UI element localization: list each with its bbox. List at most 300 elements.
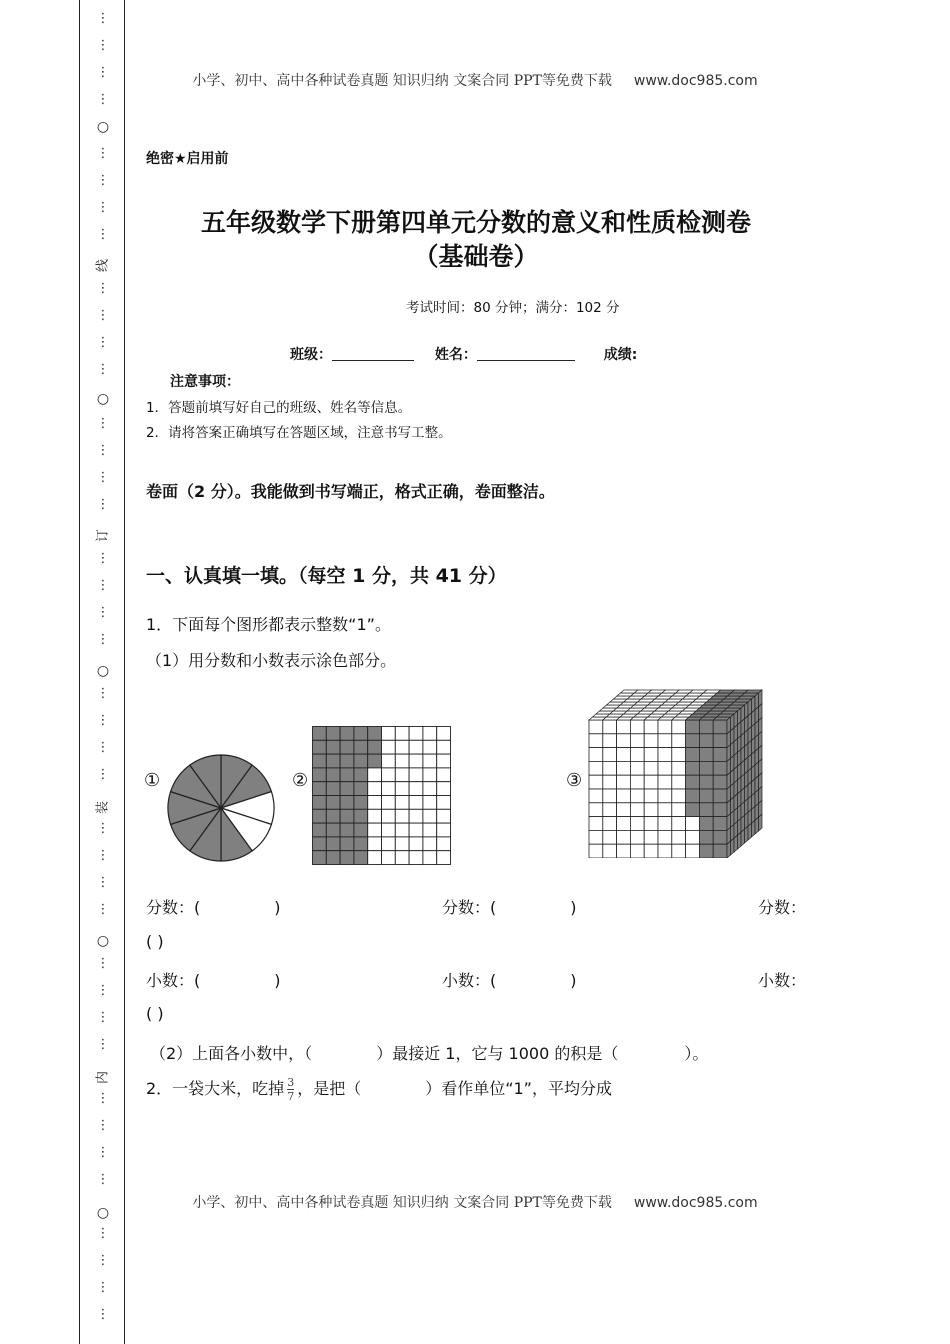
grid-cell bbox=[326, 823, 340, 837]
cube-front-cell bbox=[713, 761, 727, 775]
cube-front-cell bbox=[589, 734, 603, 748]
binding-dots: ⋮ bbox=[96, 605, 110, 620]
grid-cell bbox=[326, 851, 340, 865]
cube-front-cell bbox=[644, 775, 658, 789]
grid-cell bbox=[395, 768, 409, 782]
cube-front-cell bbox=[617, 734, 631, 748]
cube-front-cell bbox=[603, 830, 617, 844]
cube-front-cell bbox=[630, 720, 644, 734]
cube-side-cell bbox=[727, 841, 731, 858]
grid-cell bbox=[313, 851, 327, 865]
cube-front-cell bbox=[589, 844, 603, 858]
cube-front-cell bbox=[713, 789, 727, 803]
binding-dots: ⋮ bbox=[96, 1091, 110, 1106]
binding-dots: ⋮ bbox=[96, 821, 110, 836]
cube-front-cell bbox=[630, 817, 644, 831]
grid-cell bbox=[437, 768, 451, 782]
cube-front-cell bbox=[603, 789, 617, 803]
cube-front-cell bbox=[617, 789, 631, 803]
grid-cell bbox=[340, 851, 354, 865]
binding-dots: ⋮ bbox=[96, 335, 110, 350]
grid-cell bbox=[437, 740, 451, 754]
grid-cell bbox=[313, 837, 327, 851]
exam-subtitle: （基础卷） bbox=[413, 242, 539, 271]
grid-cell bbox=[326, 796, 340, 810]
binding-dots: ⋮ bbox=[96, 902, 110, 917]
notice-item: 2．请将答案正确填写在答题区域，注意书写工整。 bbox=[146, 425, 452, 441]
question-1-1: （1）用分数和小数表示涂色部分。 bbox=[146, 651, 397, 670]
cube-front-cell bbox=[699, 748, 713, 762]
cube-front-cell bbox=[699, 844, 713, 858]
binding-dots: ⋮ bbox=[96, 632, 110, 647]
cube-front-cell bbox=[699, 789, 713, 803]
grid-cell bbox=[382, 740, 396, 754]
cube-front-cell bbox=[672, 844, 686, 858]
cube-front-cell bbox=[686, 817, 700, 831]
header-url: www.doc985.com bbox=[633, 73, 758, 89]
cube-front-cell bbox=[630, 748, 644, 762]
cube-front-cell bbox=[699, 734, 713, 748]
question-2: 2．一袋大米，吃掉 $\frac{3}{7}$ ，是把（ ）看作单位“1”，平均分成 bbox=[146, 1076, 612, 1103]
cube-front-cell bbox=[686, 789, 700, 803]
secret-label: 绝密★启用前 bbox=[146, 151, 229, 167]
cube-front-cell bbox=[603, 734, 617, 748]
binding-dots: ⋮ bbox=[96, 200, 110, 215]
shaded-cube-figure bbox=[588, 686, 770, 858]
grid-cell bbox=[423, 837, 437, 851]
cube-front-cell bbox=[644, 789, 658, 803]
grid-cell bbox=[382, 782, 396, 796]
cube-front-cell bbox=[658, 748, 672, 762]
grid-cell bbox=[368, 768, 382, 782]
cube-side-cell bbox=[752, 820, 756, 837]
grid-cell bbox=[382, 809, 396, 823]
cube-front-cell bbox=[672, 748, 686, 762]
decimal-answer-1[interactable]: 小数：( ) bbox=[146, 971, 281, 990]
grid-cell bbox=[313, 796, 327, 810]
cube-side-cell bbox=[731, 838, 735, 855]
cube-front-cell bbox=[686, 761, 700, 775]
grid-cell bbox=[409, 796, 423, 810]
grid-cell bbox=[354, 782, 368, 796]
binding-dots: ⋮ bbox=[96, 470, 110, 485]
binding-circle: ○ bbox=[96, 391, 110, 407]
grid-cell bbox=[409, 740, 423, 754]
binding-dots: ⋮ bbox=[96, 227, 110, 242]
cube-front-cell bbox=[699, 830, 713, 844]
binding-dots: ⋮ bbox=[96, 848, 110, 863]
question-1-2: （2）上面各小数中，（ ）最接近 1，它与 1000 的积是（ ）。 bbox=[150, 1044, 709, 1063]
cube-front-cell bbox=[603, 817, 617, 831]
grid-cell bbox=[340, 796, 354, 810]
cube-front-cell bbox=[699, 775, 713, 789]
cube-front-cell bbox=[603, 775, 617, 789]
fraction-answer-2[interactable]: 分数：( ) bbox=[442, 898, 577, 917]
notice-item: 1．答题前填写好自己的班级、姓名等信息。 bbox=[146, 400, 412, 416]
class-field[interactable] bbox=[332, 346, 414, 361]
neatness-note: 卷面（2 分）。我能做到书写端正，格式正确，卷面整洁。 bbox=[146, 482, 555, 501]
binding-dots: ⋮ bbox=[96, 1010, 110, 1025]
grid-cell bbox=[368, 727, 382, 741]
grid-cell bbox=[409, 851, 423, 865]
binding-dots: ⋮ bbox=[96, 1172, 110, 1187]
grid-cell bbox=[313, 823, 327, 837]
grid-cell bbox=[313, 809, 327, 823]
cube-front-cell bbox=[713, 830, 727, 844]
grid-cell bbox=[395, 837, 409, 851]
binding-dots: ⋮ bbox=[96, 65, 110, 80]
binding-dots: ⋮ bbox=[96, 11, 110, 26]
cube-front-cell bbox=[589, 775, 603, 789]
grid-cell bbox=[326, 837, 340, 851]
grid-cell bbox=[340, 754, 354, 768]
cube-front-cell bbox=[589, 720, 603, 734]
cube-front-cell bbox=[644, 830, 658, 844]
grid-cell bbox=[437, 796, 451, 810]
grid-cell bbox=[313, 782, 327, 796]
cube-front-cell bbox=[589, 803, 603, 817]
grid-cell bbox=[437, 823, 451, 837]
cube-front-cell bbox=[699, 817, 713, 831]
cube-front-cell bbox=[658, 817, 672, 831]
cube-front-cell bbox=[686, 803, 700, 817]
cube-front-cell bbox=[630, 761, 644, 775]
grid-cell bbox=[354, 796, 368, 810]
binding-dots: ⋮ bbox=[96, 92, 110, 107]
fraction-answer-3-label: 分数： bbox=[758, 898, 807, 917]
binding-char: 订 bbox=[95, 529, 111, 543]
cube-side-cell bbox=[734, 835, 738, 852]
cube-front-cell bbox=[644, 817, 658, 831]
grid-cell bbox=[395, 740, 409, 754]
grid-cell bbox=[409, 823, 423, 837]
cube-front-cell bbox=[644, 748, 658, 762]
cube-front-cell bbox=[672, 734, 686, 748]
page-header bbox=[0, 70, 950, 90]
binding-dots: ⋮ bbox=[96, 281, 110, 296]
grid-cell bbox=[395, 851, 409, 865]
cube-front-cell bbox=[603, 748, 617, 762]
cube-front-cell bbox=[713, 775, 727, 789]
grid-cell bbox=[354, 851, 368, 865]
binding-circle: ○ bbox=[96, 1205, 110, 1221]
cube-front-cell bbox=[644, 803, 658, 817]
cube-front-cell bbox=[658, 789, 672, 803]
footer-text: 小学、初中、高中各种试卷真题 知识归纳 文案合同 PPT等免费下载 bbox=[192, 1195, 612, 1211]
binding-dots: ⋮ bbox=[96, 551, 110, 566]
cube-front-cell bbox=[603, 761, 617, 775]
grid-cell bbox=[423, 851, 437, 865]
grid-cell bbox=[368, 740, 382, 754]
cube-front-cell bbox=[699, 803, 713, 817]
binding-dots: ⋮ bbox=[96, 956, 110, 971]
cube-front-cell bbox=[672, 789, 686, 803]
name-label: 姓名： bbox=[434, 347, 477, 363]
cube-front-cell bbox=[589, 761, 603, 775]
grid-cell bbox=[340, 768, 354, 782]
binding-char: 装 bbox=[95, 801, 111, 815]
binding-dots: ⋮ bbox=[96, 416, 110, 431]
cube-front-cell bbox=[589, 748, 603, 762]
cube-front-cell bbox=[617, 830, 631, 844]
cube-front-cell bbox=[686, 734, 700, 748]
exam-title: 五年级数学下册第四单元分数的意义和性质检测卷 bbox=[200, 208, 751, 237]
cube-side-cell bbox=[741, 829, 745, 846]
grid-cell bbox=[368, 796, 382, 810]
cube-front-cell bbox=[672, 830, 686, 844]
binding-dots: ⋮ bbox=[96, 713, 110, 728]
fraction-answer-3[interactable]: ( ) bbox=[146, 932, 164, 951]
binding-dots: ⋮ bbox=[96, 1307, 110, 1322]
fraction-3-7: $\frac{3}{7}$ bbox=[287, 1076, 295, 1103]
binding-dots: ⋮ bbox=[96, 1037, 110, 1052]
grid-cell bbox=[368, 837, 382, 851]
grid-cell bbox=[326, 754, 340, 768]
grid-cell bbox=[313, 754, 327, 768]
grid-cell bbox=[395, 727, 409, 741]
cube-front-cell bbox=[713, 817, 727, 831]
shaded-grid-figure bbox=[312, 726, 452, 866]
binding-circle: ○ bbox=[96, 119, 110, 135]
grid-cell bbox=[382, 727, 396, 741]
grid-cell bbox=[340, 809, 354, 823]
cube-front-cell bbox=[713, 844, 727, 858]
binding-char: 线 bbox=[95, 259, 111, 273]
binding-dots: ⋮ bbox=[96, 173, 110, 188]
binding-dots: ⋮ bbox=[96, 983, 110, 998]
cube-front-cell bbox=[713, 720, 727, 734]
grid-cell bbox=[409, 754, 423, 768]
cube-front-cell bbox=[617, 761, 631, 775]
question-1: 1．下面每个图形都表示整数“1”。 bbox=[146, 615, 391, 634]
cube-front-cell bbox=[672, 817, 686, 831]
cube-side-cell bbox=[759, 814, 763, 831]
cube-front-cell bbox=[699, 720, 713, 734]
cube-front-cell bbox=[686, 830, 700, 844]
cube-front-cell bbox=[658, 844, 672, 858]
notice-title: 注意事项： bbox=[170, 374, 240, 390]
grid-cell bbox=[368, 782, 382, 796]
cube-front-cell bbox=[630, 844, 644, 858]
cube-front-cell bbox=[617, 817, 631, 831]
cube-front-cell bbox=[672, 720, 686, 734]
cube-front-cell bbox=[617, 748, 631, 762]
grid-cell bbox=[326, 740, 340, 754]
name-field[interactable] bbox=[477, 346, 575, 361]
binding-circle: ○ bbox=[96, 933, 110, 949]
cube-front-cell bbox=[686, 720, 700, 734]
grid-cell bbox=[340, 823, 354, 837]
exam-meta: 考试时间：80 分钟；满分：102 分 bbox=[406, 300, 620, 316]
cube-front-cell bbox=[617, 775, 631, 789]
grid-cell bbox=[423, 768, 437, 782]
cube-front-cell bbox=[617, 844, 631, 858]
cube-front-cell bbox=[713, 803, 727, 817]
cube-front-cell bbox=[658, 734, 672, 748]
grid-cell bbox=[423, 740, 437, 754]
grid-cell bbox=[326, 768, 340, 782]
grid-cell bbox=[354, 727, 368, 741]
grid-cell bbox=[368, 754, 382, 768]
figure-label-1: ① bbox=[144, 770, 161, 791]
binding-circle: ○ bbox=[96, 663, 110, 679]
section1-title: 一、认真填一填。（每空 1 分，共 41 分） bbox=[146, 565, 507, 587]
binding-dots: ⋮ bbox=[96, 767, 110, 782]
cube-front-cell bbox=[644, 844, 658, 858]
binding-dots: ⋮ bbox=[96, 497, 110, 512]
grid-cell bbox=[409, 837, 423, 851]
grid-cell bbox=[423, 796, 437, 810]
figure-label-3: ③ bbox=[566, 770, 583, 791]
grid-cell bbox=[382, 823, 396, 837]
grid-cell bbox=[423, 782, 437, 796]
decimal-answer-2[interactable]: 小数：( ) bbox=[442, 971, 577, 990]
cube-front-cell bbox=[630, 803, 644, 817]
cube-front-cell bbox=[713, 734, 727, 748]
cube-front-cell bbox=[589, 817, 603, 831]
binding-dots: ⋮ bbox=[96, 578, 110, 593]
student-info bbox=[290, 344, 637, 364]
class-label: 班级： bbox=[290, 347, 332, 363]
cube-side-cell bbox=[738, 832, 742, 849]
binding-char: 内 bbox=[95, 1071, 111, 1085]
cube-front-cell bbox=[617, 720, 631, 734]
figure-label-2: ② bbox=[292, 770, 309, 791]
cube-front-cell bbox=[630, 734, 644, 748]
cube-front-cell bbox=[617, 803, 631, 817]
grid-cell bbox=[437, 809, 451, 823]
cube-front-cell bbox=[658, 830, 672, 844]
cube-side-cell bbox=[748, 823, 752, 840]
decimal-answer-3[interactable]: ( ) bbox=[146, 1004, 164, 1023]
cube-front-cell bbox=[672, 761, 686, 775]
grid-cell bbox=[368, 809, 382, 823]
cube-front-cell bbox=[630, 775, 644, 789]
grid-cell bbox=[340, 782, 354, 796]
cube-front-cell bbox=[644, 734, 658, 748]
grid-cell bbox=[313, 740, 327, 754]
fraction-answer-1[interactable]: 分数：( ) bbox=[146, 898, 281, 917]
cube-front-cell bbox=[658, 720, 672, 734]
binding-dots: ⋮ bbox=[96, 1253, 110, 1268]
cube-front-cell bbox=[672, 775, 686, 789]
binding-dots: ⋮ bbox=[96, 146, 110, 161]
cube-side-cell bbox=[755, 817, 759, 834]
cube-front-cell bbox=[686, 844, 700, 858]
header-text: 小学、初中、高中各种试卷真题 知识归纳 文案合同 PPT等免费下载 bbox=[192, 73, 612, 89]
grid-cell bbox=[395, 796, 409, 810]
binding-dots: ⋮ bbox=[96, 38, 110, 53]
grid-cell bbox=[423, 754, 437, 768]
grid-cell bbox=[395, 782, 409, 796]
grid-cell bbox=[354, 740, 368, 754]
cube-side-cell bbox=[745, 826, 749, 843]
cube-front-cell bbox=[603, 844, 617, 858]
grid-cell bbox=[340, 837, 354, 851]
grid-cell bbox=[423, 823, 437, 837]
grid-cell bbox=[437, 727, 451, 741]
grid-cell bbox=[437, 782, 451, 796]
shaded-circle-figure bbox=[166, 753, 276, 863]
cube-front-cell bbox=[603, 803, 617, 817]
grid-cell bbox=[326, 782, 340, 796]
cube-front-cell bbox=[686, 775, 700, 789]
grid-cell bbox=[423, 809, 437, 823]
grid-cell bbox=[354, 837, 368, 851]
cube-front-cell bbox=[630, 830, 644, 844]
cube-front-cell bbox=[672, 803, 686, 817]
cube-front-cell bbox=[686, 748, 700, 762]
cube-front-cell bbox=[644, 761, 658, 775]
grid-cell bbox=[340, 727, 354, 741]
grid-cell bbox=[409, 782, 423, 796]
cube-front-cell bbox=[630, 789, 644, 803]
grid-cell bbox=[313, 768, 327, 782]
grid-cell bbox=[354, 768, 368, 782]
grid-cell bbox=[354, 823, 368, 837]
cube-front-cell bbox=[658, 775, 672, 789]
footer-url: www.doc985.com bbox=[633, 1195, 758, 1211]
binding-strip bbox=[79, 0, 125, 1344]
binding-dots: ⋮ bbox=[96, 686, 110, 701]
cube-front-cell bbox=[589, 830, 603, 844]
cube-front-cell bbox=[713, 748, 727, 762]
cube-front-cell bbox=[658, 761, 672, 775]
grid-cell bbox=[354, 809, 368, 823]
cube-front-cell bbox=[603, 720, 617, 734]
grid-cell bbox=[354, 754, 368, 768]
grid-cell bbox=[382, 768, 396, 782]
binding-dots: ⋮ bbox=[96, 740, 110, 755]
grid-cell bbox=[395, 809, 409, 823]
grid-cell bbox=[409, 809, 423, 823]
grid-cell bbox=[395, 754, 409, 768]
grid-cell bbox=[382, 754, 396, 768]
cube-front-cell bbox=[658, 803, 672, 817]
grid-cell bbox=[395, 823, 409, 837]
grid-cell bbox=[326, 809, 340, 823]
score-label: 成绩: bbox=[603, 347, 638, 363]
binding-dots: ⋮ bbox=[96, 1226, 110, 1241]
grid-cell bbox=[382, 851, 396, 865]
binding-dots: ⋮ bbox=[96, 1145, 110, 1160]
grid-cell bbox=[313, 727, 327, 741]
binding-dots: ⋮ bbox=[96, 362, 110, 377]
cube-front-cell bbox=[644, 720, 658, 734]
grid-cell bbox=[437, 837, 451, 851]
grid-cell bbox=[326, 727, 340, 741]
grid-cell bbox=[382, 837, 396, 851]
grid-cell bbox=[423, 727, 437, 741]
cube-front-cell bbox=[589, 789, 603, 803]
cube-front-cell bbox=[699, 761, 713, 775]
binding-dots: ⋮ bbox=[96, 443, 110, 458]
grid-cell bbox=[437, 851, 451, 865]
binding-dots: ⋮ bbox=[96, 875, 110, 890]
grid-cell bbox=[382, 796, 396, 810]
binding-dots: ⋮ bbox=[96, 308, 110, 323]
grid-cell bbox=[368, 823, 382, 837]
page-footer bbox=[0, 1192, 950, 1212]
grid-cell bbox=[409, 727, 423, 741]
grid-cell bbox=[368, 851, 382, 865]
grid-cell bbox=[437, 754, 451, 768]
grid-cell bbox=[340, 740, 354, 754]
binding-dots: ⋮ bbox=[96, 1118, 110, 1133]
decimal-answer-3-label: 小数： bbox=[758, 971, 807, 990]
binding-dots: ⋮ bbox=[96, 1280, 110, 1295]
grid-cell bbox=[409, 768, 423, 782]
